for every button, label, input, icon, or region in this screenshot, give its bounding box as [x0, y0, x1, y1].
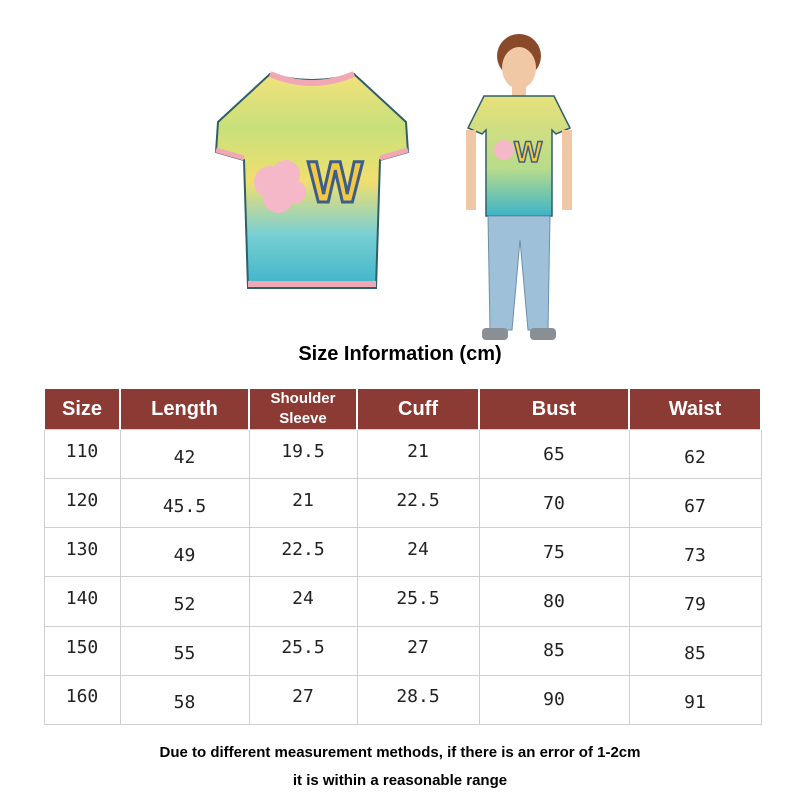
cell-shoulder: 19.5	[249, 430, 357, 479]
table-row	[44, 577, 761, 626]
cell-bust: 90	[479, 675, 629, 724]
cell-cuff: 22.5	[357, 479, 479, 528]
cell-waist: 73	[629, 528, 761, 577]
cell-shoulder: 21	[249, 479, 357, 528]
cell-waist: 67	[629, 479, 761, 528]
cell-shoulder: 22.5	[249, 528, 357, 577]
header-bust: Bust	[479, 389, 629, 430]
cell-shoulder: 24	[249, 577, 357, 626]
header-shoulder: Shoulder	[270, 390, 336, 407]
cell-cuff: 24	[357, 528, 479, 577]
cell-length: 42	[120, 430, 249, 479]
header-cuff: Cuff	[357, 389, 479, 430]
cell-cuff: 28.5	[357, 675, 479, 724]
table-row	[44, 430, 761, 479]
cell-bust: 75	[479, 528, 629, 577]
cell-waist: 85	[629, 626, 761, 675]
table-row	[44, 479, 761, 528]
cell-size: 110	[44, 430, 120, 479]
cell-cuff: 21	[357, 430, 479, 479]
model-photo	[460, 30, 578, 348]
table-header-row	[44, 389, 761, 430]
cell-bust: 65	[479, 430, 629, 479]
cell-length: 58	[120, 675, 249, 724]
cell-shoulder: 27	[249, 675, 357, 724]
header-sleeve: Sleeve	[279, 410, 327, 427]
cell-shoulder: 25.5	[249, 626, 357, 675]
cell-size: 150	[44, 626, 120, 675]
header-waist: Waist	[629, 389, 761, 430]
header-size: Size	[44, 389, 120, 430]
cell-bust: 85	[479, 626, 629, 675]
cell-size: 160	[44, 675, 120, 724]
size-table	[43, 389, 762, 725]
table-row	[44, 528, 761, 577]
cell-size: 130	[44, 528, 120, 577]
cell-cuff: 25.5	[357, 577, 479, 626]
cell-bust: 70	[479, 479, 629, 528]
header-length: Length	[120, 389, 249, 430]
cell-waist: 91	[629, 675, 761, 724]
cell-size: 140	[44, 577, 120, 626]
cell-waist: 79	[629, 577, 761, 626]
cell-length: 45.5	[120, 479, 249, 528]
measurement-note-line1: Due to different measurement methods, if there is an error of 1-2cm	[159, 744, 641, 761]
cell-length: 55	[120, 626, 249, 675]
cell-length: 49	[120, 528, 249, 577]
table-row	[44, 626, 761, 675]
cell-waist: 62	[629, 430, 761, 479]
measurement-note-line2: it is within a reasonable range	[292, 772, 508, 789]
cell-bust: 80	[479, 577, 629, 626]
page-title: Size Information (cm)	[298, 343, 502, 365]
svg-text:W: W	[514, 136, 543, 169]
svg-text:W: W	[308, 150, 363, 215]
product-tshirt-image	[208, 62, 416, 310]
cell-length: 52	[120, 577, 249, 626]
header-shoulder-sleeve	[249, 389, 357, 430]
cell-cuff: 27	[357, 626, 479, 675]
cell-size: 120	[44, 479, 120, 528]
table-row	[44, 675, 761, 724]
